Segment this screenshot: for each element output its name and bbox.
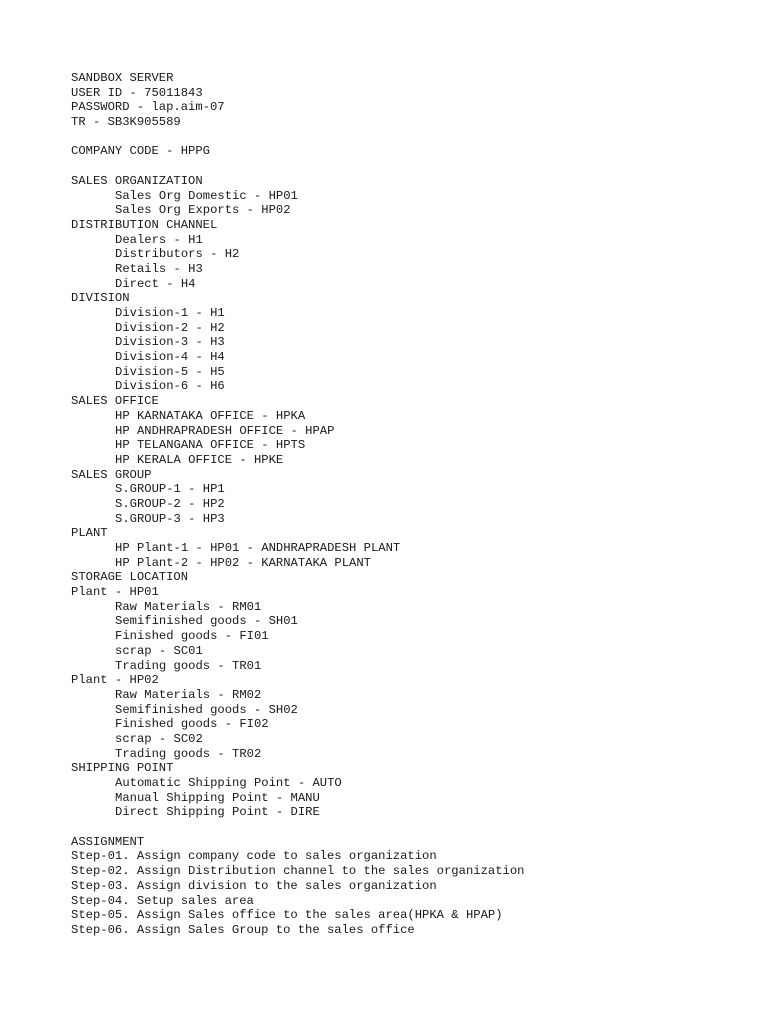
blank-line — [71, 159, 524, 174]
document-line-indented: Division-5 - H5 — [115, 364, 225, 379]
blank-line — [71, 820, 524, 835]
document-line-indented: Finished goods - FI02 — [115, 717, 269, 732]
document-line-indented: Retails - H3 — [115, 261, 203, 276]
document-line-indented: S.GROUP-3 - HP3 — [115, 511, 225, 526]
document-line-indented: HP ANDHRAPRADESH OFFICE - HPAP — [115, 423, 335, 438]
document-line-indented: Trading goods - TR01 — [115, 658, 262, 673]
document-line: SALES ORGANIZATION — [71, 173, 203, 188]
document-line: Step-06. Assign Sales Group to the sales office — [71, 922, 415, 937]
document-line: SALES GROUP — [71, 467, 152, 482]
document-line: PASSWORD - lap.aim-07 — [71, 100, 225, 115]
document-line: Step-01. Assign company code to sales organization — [71, 849, 437, 864]
document-line-indented: Manual Shipping Point - MANU — [115, 790, 320, 805]
document-line-indented: Division-6 - H6 — [115, 379, 225, 394]
document-line-indented: Direct Shipping Point - DIRE — [115, 805, 320, 820]
document-line-indented: Automatic Shipping Point - AUTO — [115, 776, 342, 790]
blank-line — [71, 130, 524, 145]
document-line: TR - SB3K905589 — [71, 115, 181, 130]
document-line-indented: Semifinished goods - SH01 — [115, 614, 298, 629]
document-line-indented: HP TELANGANA OFFICE - HPTS — [115, 438, 306, 453]
document-line: Step-03. Assign division to the sales organization — [71, 878, 437, 893]
document-line-indented: S.GROUP-1 - HP1 — [115, 482, 225, 497]
document-line: Plant - HP01 — [71, 585, 159, 600]
document-line-indented: Division-2 - H2 — [115, 320, 225, 335]
document-line-indented: HP KARNATAKA OFFICE - HPKA — [115, 408, 306, 423]
document-line-indented: Dealers - H1 — [115, 232, 203, 247]
document-line-indented: Sales Org Domestic - HP01 — [115, 188, 298, 203]
document-line-indented: Finished goods - FI01 — [115, 629, 269, 644]
document-line-indented: scrap - SC01 — [115, 643, 203, 658]
document-line: SALES OFFICE — [71, 394, 159, 409]
document-line: Plant - HP02 — [71, 673, 159, 688]
document-line: ASSIGNMENT — [71, 834, 145, 849]
document-line: USER ID - 75011843 — [71, 85, 203, 100]
document-line: STORAGE LOCATION — [71, 570, 189, 585]
document-text — [71, 71, 524, 938]
document-line-indented: Sales Org Exports - HP02 — [115, 203, 291, 218]
document-line: DISTRIBUTION CHANNEL — [71, 217, 218, 232]
document-line: Step-04. Setup sales area — [71, 893, 254, 908]
document-line: DIVISION — [71, 291, 130, 306]
document-line: SHIPPING POINT — [71, 761, 174, 776]
document-line-indented: Raw Materials - RM01 — [115, 599, 262, 614]
document-line-indented: Semifinished goods - SH02 — [115, 702, 298, 717]
document-line-indented: Division-4 - H4 — [115, 350, 225, 365]
document-line-indented: Direct - H4 — [115, 276, 196, 291]
document-line: Step-02. Assign Distribution channel to the sales organization — [71, 864, 525, 879]
document-line-indented: Distributors - H2 — [115, 247, 240, 262]
document-line-indented: HP Plant-2 - HP02 - KARNATAKA PLANT — [115, 555, 371, 570]
document-line-indented: S.GROUP-2 - HP2 — [115, 496, 225, 511]
document-line: SANDBOX SERVER — [71, 71, 174, 85]
document-line-indented: HP KERALA OFFICE - HPKE — [115, 452, 284, 467]
document-line-indented: Division-3 - H3 — [115, 335, 225, 350]
document-line: PLANT — [71, 526, 108, 541]
document-line: COMPANY CODE - HPPG — [71, 144, 210, 159]
document-line-indented: Trading goods - TR02 — [115, 746, 262, 761]
document-line-indented: Division-1 - H1 — [115, 306, 225, 320]
document-line-indented: Raw Materials - RM02 — [115, 687, 262, 702]
document-line-indented: scrap - SC02 — [115, 731, 203, 746]
document-line-indented: HP Plant-1 - HP01 - ANDHRAPRADESH PLANT — [115, 541, 401, 555]
document-line: Step-05. Assign Sales office to the sales area(HPKA & HPAP) — [71, 908, 503, 923]
